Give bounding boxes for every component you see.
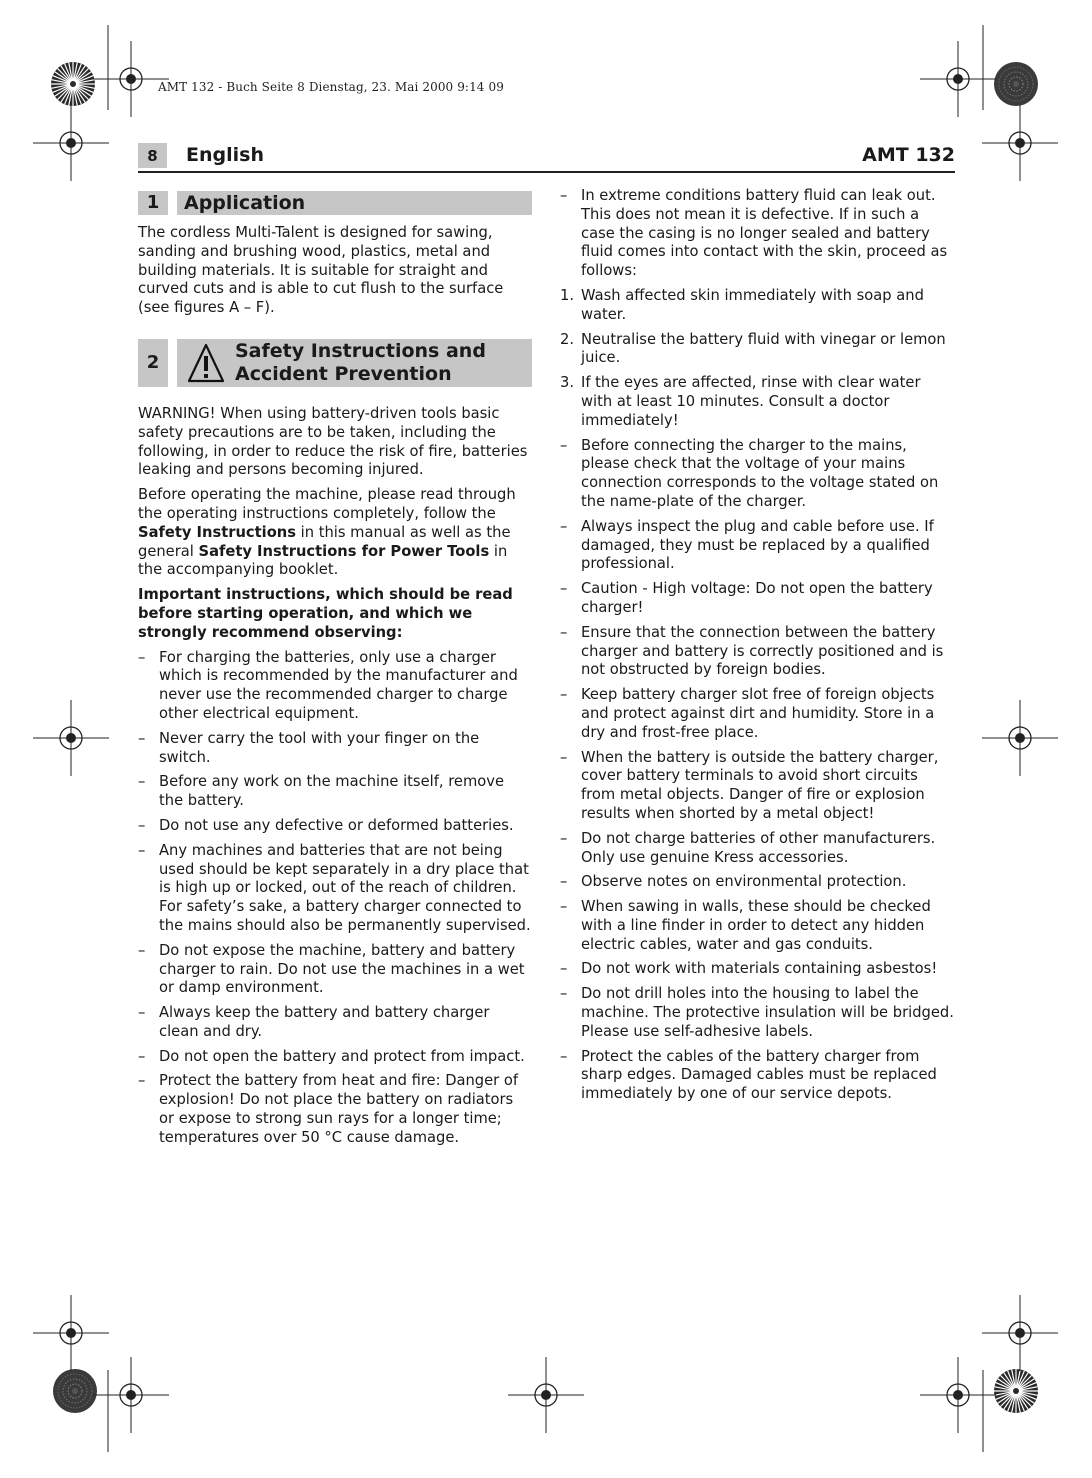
page-number: 8 (138, 143, 167, 168)
left-column (138, 191, 532, 1154)
list-item: 2. Neutralise the battery fluid with vinegar or lemon juice. (560, 330, 946, 367)
dash-marker: – (138, 816, 146, 834)
list-marker: – (560, 517, 568, 535)
list-marker: – (560, 623, 568, 641)
before-operating-text: Before operating the machine, please read through the operating instructions completely, follow the Safety Instructions in this manual as well as the general Safety Instructions for Power Tools in the accompanying booklet. (138, 486, 516, 579)
list-item: – Always keep the battery and battery charger clean and dry. (138, 1004, 490, 1040)
page-header (138, 141, 955, 173)
list-marker: – (560, 985, 568, 1003)
list-marker: – (560, 873, 568, 891)
safety-instructions-ref: Safety Instructions (138, 523, 296, 541)
list-item: – Any machines and batteries that are not being used should be kept separately in a dry place that is high up or locked, out of the reach of children. For safety’s sake, a battery charger connected to the mains should also be permanently supervised. (138, 841, 531, 934)
list-marker: 1. (560, 286, 575, 304)
list-item: – Do not drill holes into the housing to label the machine. The protective insulation will be bridged. Please use self-adhesive labels. (560, 985, 954, 1040)
list-item: – When the battery is outside the battery charger, cover battery terminals to avoid short circuits from metal objects. Danger of fire or explosion results when shorted by a metal object! (560, 748, 939, 822)
list-marker: – (560, 1047, 568, 1065)
list-item: – When sawing in walls, these should be checked with a line finder in order to detect any hidden electric cables, water and gas conduits. (560, 898, 931, 953)
dash-marker: – (138, 1004, 146, 1022)
list-item: – In extreme conditions battery fluid can leak out. This does not mean it is defective. If in such a case the casing is no longer sealed and battery fluid comes into contact with the skin, proceed as follows: (560, 187, 948, 280)
list-item: – Do not charge batteries of other manufacturers. Only use genuine Kress accessories. (560, 829, 936, 866)
warning-triangle-icon (177, 340, 235, 386)
language-label: English (186, 144, 264, 166)
list-marker: – (560, 898, 568, 916)
section-2-number: 2 (138, 339, 168, 387)
list-marker: – (560, 580, 568, 598)
dash-marker: – (138, 941, 146, 959)
dash-marker: – (138, 648, 146, 666)
dash-marker: – (138, 773, 146, 791)
section-2-title-line2: Accident Prevention (235, 362, 452, 385)
list-marker: 3. (560, 374, 575, 392)
list-item: – Protect the cables of the battery charger from sharp edges. Damaged cables must be replaced immediately by one of our service depots. (560, 1047, 937, 1103)
right-column (560, 187, 956, 1110)
list-marker: – (560, 436, 568, 454)
model-label: AMT 132 (862, 144, 955, 166)
list-marker: – (560, 686, 568, 704)
application-text: The cordless Multi-Talent is designed for sawing, sanding and brushing wood, plastics, metal and building materials. It is suitable for straight and curved cuts and is able to cut flush to the surface (see figures A – F). (138, 224, 504, 317)
list-item: – Never carry the tool with your finger on the switch. (138, 729, 480, 766)
list-item: – Caution - High voltage: Do not open the battery charger! (560, 580, 933, 616)
list-marker: 2. (560, 330, 575, 348)
dash-marker: – (138, 841, 146, 859)
list-item: – Before any work on the machine itself, remove the battery. (138, 773, 504, 810)
list-item: – Do not expose the machine, battery and battery charger to rain. Do not use the machines in a wet or damp environment. (138, 941, 525, 997)
list-marker: – (560, 960, 568, 978)
list-item: 3. If the eyes are affected, rinse with clear water with at least 10 minutes. Consult a doctor immediately! (560, 374, 921, 429)
right-instruction-list (560, 187, 956, 1104)
dash-marker: – (138, 729, 146, 747)
important-instructions: Important instructions, which should be read before starting operation, and which we strongly recommend observing: (138, 586, 513, 641)
left-instruction-list (138, 649, 532, 1148)
list-marker: – (560, 829, 568, 847)
power-tools-safety-ref: Safety Instructions for Power Tools (198, 542, 490, 560)
dash-marker: – (138, 1047, 146, 1065)
list-item: – For charging the batteries, only use a charger which is recommended by the manufacturer and never use the recommended charger to charge other electrical equipment. (138, 648, 518, 722)
list-item: – Protect the battery from heat and fire: Danger of explosion! Do not place the battery on radiators or expose to strong sun rays for a longer time; temperatures over 50 °C cause damage. (138, 1072, 519, 1146)
list-item: – Before connecting the charger to the mains, please check that the voltage of your mains connection corresponds to the voltage stated on the name-plate of the charger. (560, 436, 939, 510)
dash-marker: – (138, 1072, 146, 1090)
list-item: – Observe notes on environmental protection. (560, 873, 907, 891)
list-item: 1. Wash affected skin immediately with soap and water. (560, 286, 924, 323)
section-1-heading (138, 191, 532, 215)
section-1-title: Application (177, 191, 532, 215)
list-item: – Do not use any defective or deformed batteries. (138, 816, 514, 834)
warning-text: WARNING! When using battery-driven tools basic safety precautions are to be taken, including the following, in order to reduce the risk of fire, batteries leaking and persons becoming injured. (138, 404, 528, 479)
list-item: – Keep battery charger slot free of foreign objects and protect against dirt and humidity. Store in a dry and frost-free place. (560, 686, 935, 741)
section-2-heading (138, 339, 532, 387)
list-item: – Do not work with materials containing asbestos! (560, 960, 938, 978)
list-marker: – (560, 187, 568, 204)
list-item: – Always inspect the plug and cable before use. If damaged, they must be replaced by a qualified professional. (560, 517, 934, 573)
section-2-title (177, 339, 532, 387)
list-item: – Ensure that the connection between the battery charger and battery is correctly positioned and is not obstructed by foreign bodies. (560, 623, 944, 679)
list-marker: – (560, 748, 568, 766)
print-slug: AMT 132 - Buch Seite 8 Dienstag, 23. Mai 2000 9:14 09 (158, 80, 504, 94)
section-2-title-line1: Safety Instructions and (235, 339, 486, 362)
section-1-number: 1 (138, 191, 168, 215)
list-item: – Do not open the battery and protect from impact. (138, 1047, 525, 1065)
